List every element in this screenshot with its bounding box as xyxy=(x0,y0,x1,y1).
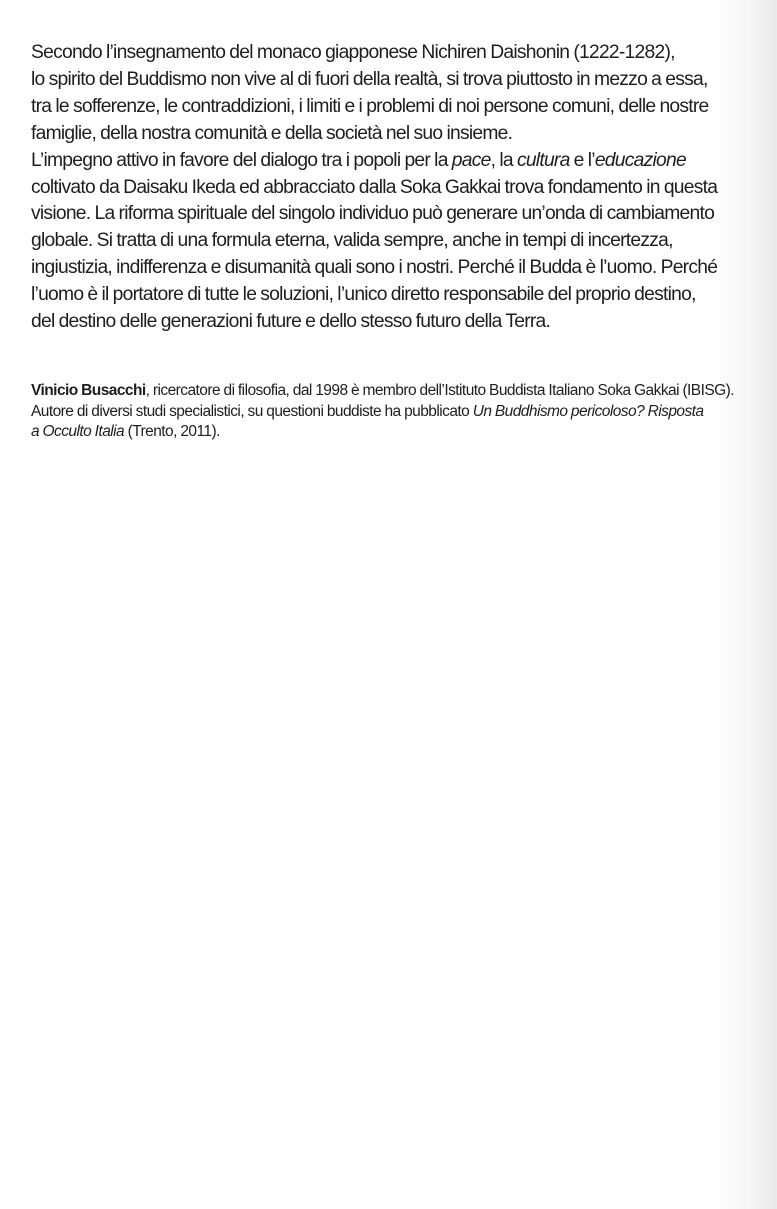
text-line: famiglie, della nostra comunità e della società nel suo insieme. xyxy=(31,122,513,144)
text-line: globale. Si tratta di una formula eterna, valida sempre, anche in tempi di incertezza, xyxy=(31,230,673,252)
text-line: ingiustizia, indifferenza e disumanità quali sono i nostri. Perché il Budda è l’uomo. Perché xyxy=(31,257,718,279)
bio-line xyxy=(31,402,761,423)
author-bio xyxy=(31,381,761,443)
text-line xyxy=(31,148,761,175)
author-name: Vinicio Busacchi xyxy=(31,382,146,399)
text-line: lo spirito del Buddismo non vive al di fuori della realtà, si trova piuttosto in mezzo a essa, xyxy=(31,68,708,90)
emphasis-pace: pace xyxy=(451,149,491,171)
emphasis-educazione: educazione xyxy=(594,149,686,171)
emphasis-cultura: cultura xyxy=(516,149,570,171)
text-line: del destino delle generazioni future e dello stesso futuro della Terra. xyxy=(31,311,551,333)
text-segment: L’impegno attivo in favore del dialogo tra i popoli per la xyxy=(31,149,452,171)
text-line: coltivato da Daisaku Ikeda ed abbracciato dalla Soka Gakkai trova fondamento in questa xyxy=(31,176,718,198)
bio-line xyxy=(31,422,761,443)
text-line: tra le sofferenze, le contraddizioni, i limiti e i problemi di noi persone comuni, delle nostre xyxy=(31,95,709,117)
text-line: Secondo l’insegnamento del monaco giapponese Nichiren Daishonin (1222-1282), xyxy=(31,42,675,63)
bio-line xyxy=(31,381,761,402)
text-segment: (Trento, 2011). xyxy=(124,423,220,440)
text-line: l’uomo è il portatore di tutte le soluzioni, l’unico diretto responsabile del proprio destino, xyxy=(31,284,696,306)
book-title: a Occulto Italia xyxy=(31,423,125,440)
text-segment: Autore di diversi studi specialistici, su questioni buddiste ha pubblicato xyxy=(31,402,473,420)
book-title: Un Buddhismo pericoloso? Risposta xyxy=(472,402,704,420)
text-segment: , la xyxy=(490,149,517,171)
text-segment: e l’ xyxy=(569,149,595,171)
text-line: visione. La riforma spirituale del singolo individuo può generare un’onda di cambiamento xyxy=(31,203,715,225)
text-segment: , ricercatore di filosofia, dal 1998 è membro dell’Istituto Buddista Italiano Soka Gakkai (IBISG). xyxy=(145,382,735,399)
main-paragraph xyxy=(31,40,761,336)
